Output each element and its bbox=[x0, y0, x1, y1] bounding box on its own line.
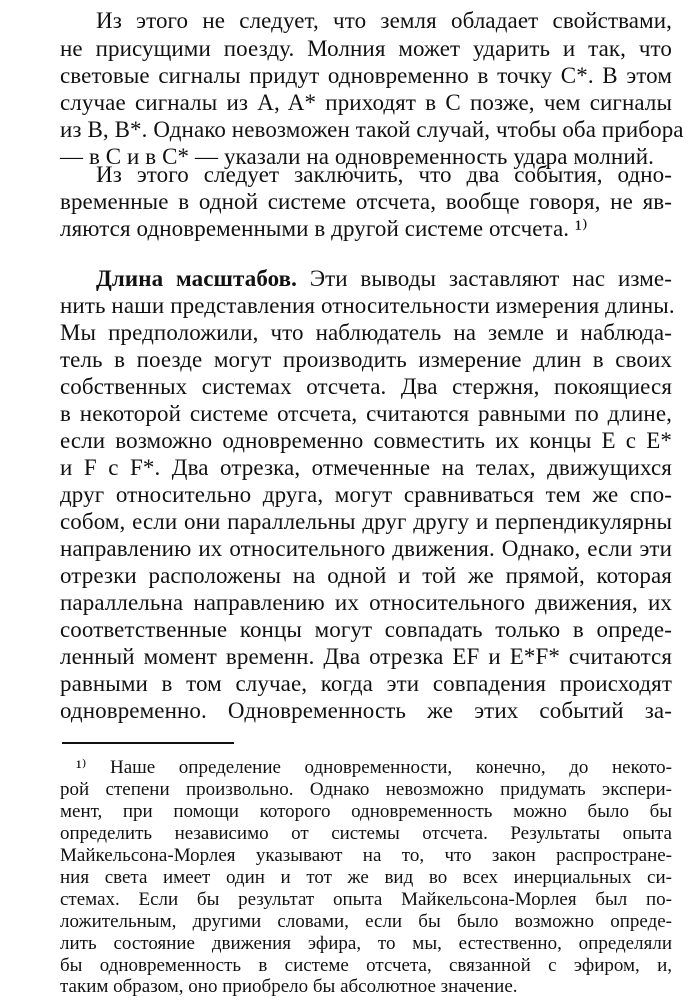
footnote-line: ния света имеет один и тот же вид во всех инерциальных си- bbox=[60, 867, 672, 888]
paragraph-line: временные в одной системе отсчета, вообще говоря, не яв- bbox=[60, 189, 672, 214]
paragraph-line: в некоторой системе отсчета, считаются равными по длине, bbox=[60, 401, 672, 426]
paragraph-line: если возможно одновременно совместить их концы E с E* bbox=[60, 428, 672, 453]
paragraph-line: Из этого следует заключить, что два события, одно- bbox=[96, 162, 672, 187]
footnote-line: бы одновременность в системе отсчета, связанной с эфиром, и, bbox=[60, 955, 672, 976]
paragraph-line: собственных системах отсчета. Два стержня, покоящиеся bbox=[60, 374, 672, 399]
section-heading: Длина масштабов. bbox=[96, 266, 298, 291]
paragraph-line: и F с F*. Два отрезка, отмеченные на телах, движущихся bbox=[60, 455, 672, 480]
paragraph-line: световые сигналы придут одновременно в точку C*. В этом bbox=[60, 63, 672, 88]
footnote-line: Майкельсона-Морлея указывают на то, что закон распростране- bbox=[60, 845, 672, 866]
paragraph-line: нить наши представления относительности измерения длины. bbox=[60, 293, 675, 318]
paragraph-line: ленный момент временн. Два отрезка EF и E*F* считаются bbox=[60, 644, 672, 669]
paragraph-line: отрезки расположены на одной и той же прямой, которая bbox=[60, 563, 672, 588]
paragraph-line: параллельна направлению их относительного движения, их bbox=[60, 590, 672, 615]
footnote-rule bbox=[62, 742, 234, 744]
footnote-line: таким образом, оно приобрело бы абсолютное значение. bbox=[60, 976, 518, 997]
paragraph-line: собом, если они параллельны друг другу и перпендикулярны bbox=[60, 509, 672, 534]
footnote-line: мент, при помощи которого одновременность можно было бы bbox=[60, 801, 672, 822]
footnote-line: стемах. Если бы результат опыта Майкельсона-Морлея был по- bbox=[60, 889, 672, 910]
paragraph-line: Мы предположили, что наблюдатель на земле и наблюда- bbox=[60, 320, 672, 345]
paragraph-line: тель в поезде могут производить измерение длин в своих bbox=[60, 347, 672, 372]
paragraph-line: одновременно. Одновременность же этих событий за- bbox=[60, 698, 672, 723]
paragraph-line: случае сигналы из A, A* приходят в C позже, чем сигналы bbox=[60, 90, 672, 115]
paragraph-line: равными в том случае, когда эти совпадения происходят bbox=[60, 671, 672, 696]
footnote-line: ложительным, другими словами, если бы было возможно опреде- bbox=[60, 911, 672, 932]
paragraph-line: не присущими поезду. Молния может ударить и так, что bbox=[60, 36, 672, 61]
paragraph-line: направлению их относительного движения. Однако, если эти bbox=[60, 536, 672, 561]
paragraph-line: — в C и в C* — указали на одновременность удара молний. bbox=[60, 144, 654, 169]
paragraph-line: Из этого не следует, что земля обладает свойствами, bbox=[96, 8, 672, 33]
footnote-line: лить состояние движения эфира, то мы, естественно, определяли bbox=[60, 933, 672, 954]
paragraph-line: соответственные концы могут совпадать только в опреде- bbox=[60, 617, 672, 642]
paragraph-line: друг относительно друга, могут сравниваться тем же спо- bbox=[60, 482, 672, 507]
paragraph-text: Эти выводы заставляют нас изме- bbox=[309, 266, 672, 291]
footnote-line: ¹⁾ Наше определение одновременности, конечно, до некото- bbox=[76, 757, 672, 778]
footnote-line: рой степени произвольно. Однако невозможно придумать экспери- bbox=[60, 779, 672, 800]
footnote-line: определить независимо от системы отсчета. Результаты опыта bbox=[60, 823, 672, 844]
paragraph-line: ляются одновременными в другой системе отсчета. ¹⁾ bbox=[60, 216, 588, 241]
paragraph-line bbox=[96, 266, 672, 292]
paragraph-line: из B, B*. Однако невозможен такой случай, чтобы оба прибора bbox=[60, 117, 684, 142]
